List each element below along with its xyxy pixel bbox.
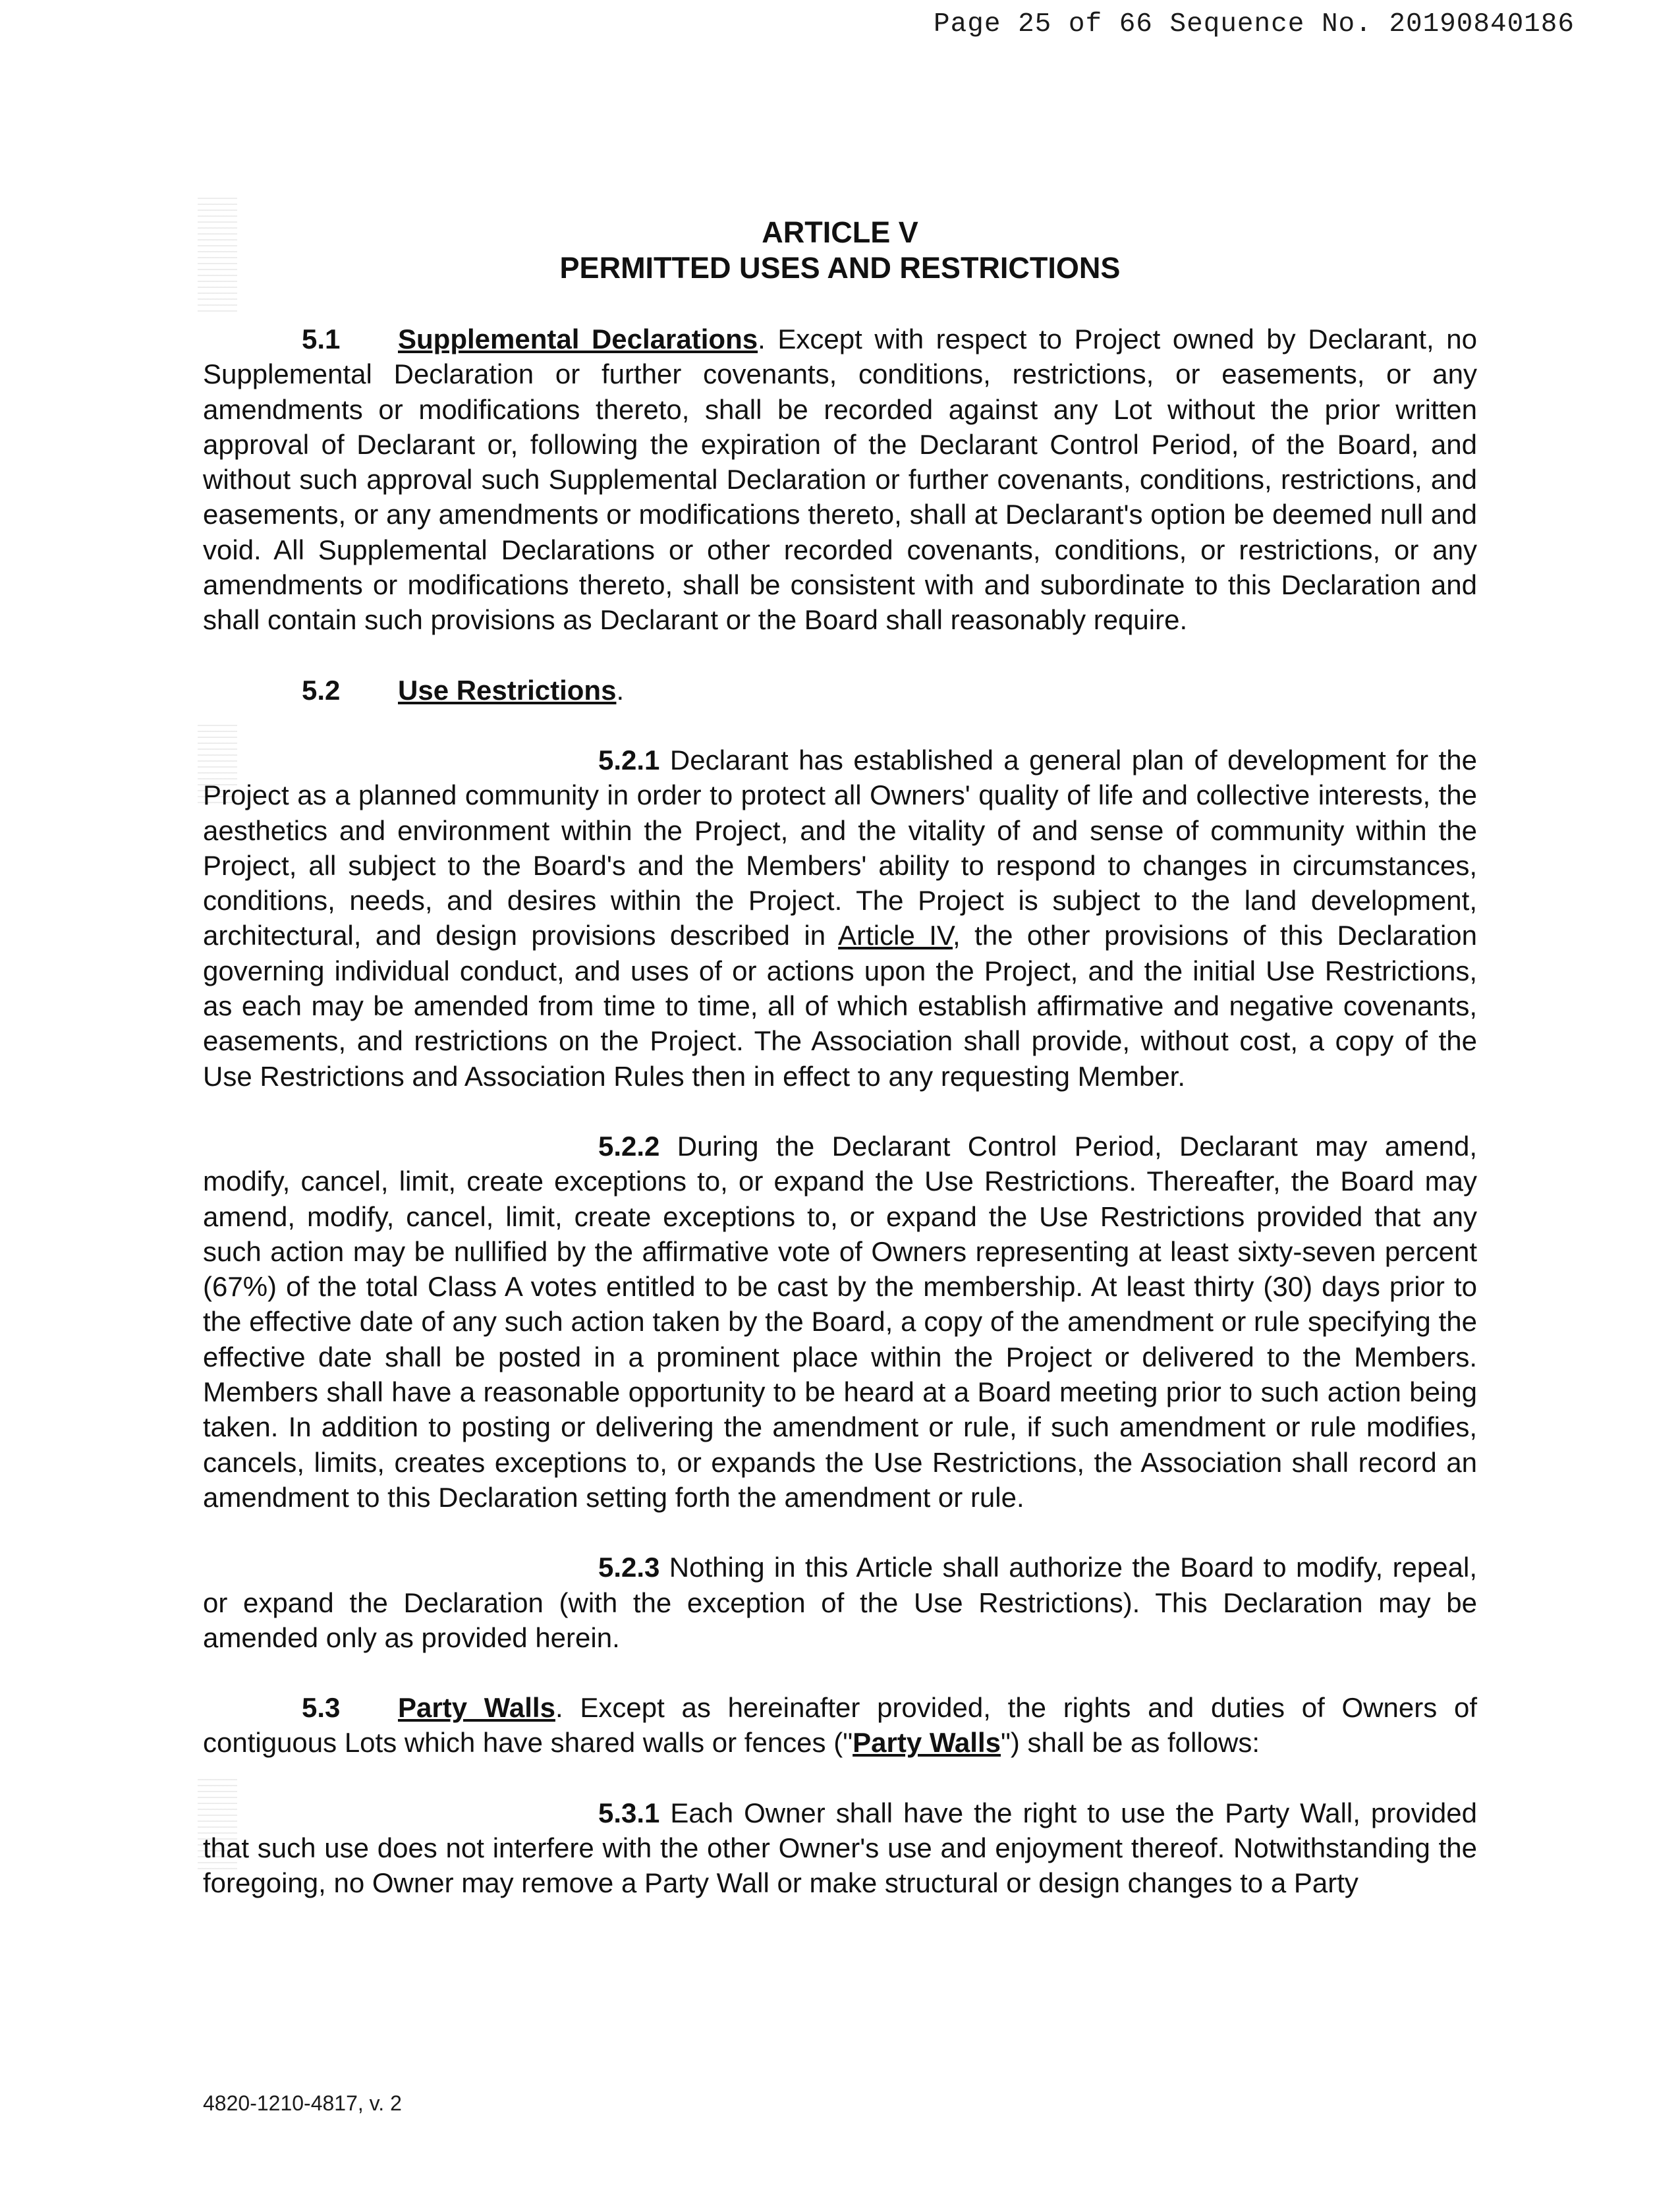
section-5-3 (203, 1690, 1477, 1761)
section-5-1 (203, 322, 1477, 638)
section-text: . Except as hereinafter provided, the rights and duties of Owners of contiguous Lots which have shared walls or fences (" (203, 1692, 1477, 1759)
section-number: 5.2 (302, 674, 341, 706)
article-title-block (0, 215, 1680, 286)
subsection-text: During the Declarant Control Period, Declarant may amend, modify, cancel, limit, create exceptions to, or expand the Use Restrictions. Thereafter, the Board may amend, modify, cancel, limit, create exceptions to, or expand the Use Restrictions provided that any such action may be nullified by the affirmative vote of Owners representing at least sixty-seven percent (67%) of the total Class A votes entitled to be cast by the membership. At least thirty (30) days prior to the effective date of any such action taken by the Board, a copy of the amendment or rule specifying the effective date shall be posted in a prominent place within the Project or delivered to the Members. Members shall have a reasonable opportunity to be heard at a Board meeting prior to such action being taken. In addition to posting or delivering the amendment or rule, if such amendment or rule modifies, cancels, limits, creates exceptions to, or expands the Use Restrictions, the Association shall record an amendment to this Declaration setting forth the amendment or rule. (203, 1130, 1477, 1513)
subsection-text-continued: , the other provisions of this Declaration governing individual conduct, and uses of or actions upon the Project, and the initial Use Restrictions, as each may be amended from time to time, all of which establish affirmative and negative covenants, easements, and restrictions on the Project. The Association shall provide, without cost, a copy of the Use Restrictions and Association Rules then in effect to any requesting Member. (203, 920, 1478, 1092)
section-5-2 (203, 673, 1477, 708)
subsection-number: 5.3.1 (598, 1797, 660, 1828)
subsection-text: Nothing in this Article shall authorize the Board to modify, repeal, or expand the Declaration (with the exception of the Use Restrictions). This Declaration may be amended only as provided herein. (203, 1552, 1477, 1653)
section-text: . Except with respect to Project owned by Declarant, no Supplemental Declaration or further covenants, conditions, restrictions, or easements, or any amendments or modifications thereto, shall be recorded against any Lot without the prior written approval of Declarant or, following the expiration of the Declarant Control Period, of the Board, and without such approval such Supplemental Declaration or further covenants, conditions, restrictions, and easements, or any amendments or modifications thereto, shall at Declarant's option be deemed null and void. All Supplemental Declarations or other recorded covenants, conditions, or restrictions, or any amendments or modifications thereto, shall be consistent with and subordinate to this Declaration and shall contain such provisions as Declarant or the Board shall reasonably require. (203, 324, 1478, 636)
section-5-2-1 (203, 743, 1477, 1094)
subsection-number: 5.2.3 (598, 1552, 660, 1583)
subsection-number: 5.2.2 (598, 1130, 660, 1162)
subsection-text: Each Owner shall have the right to use the Party Wall, provided that such use does not interfere with the other Owner's use and enjoyment thereof. Notwithstanding the foregoing, no Owner may remove a Party Wall or make structural or design changes to a Party (203, 1797, 1477, 1899)
section-5-2-3 (203, 1550, 1477, 1655)
subsection-number: 5.2.1 (598, 744, 660, 776)
section-heading: Supplemental Declarations (398, 324, 758, 354)
document-body (203, 322, 1477, 1936)
section-5-3-1 (203, 1795, 1477, 1901)
defined-term: Party Walls (853, 1727, 1001, 1759)
article-title: PERMITTED USES AND RESTRICTIONS (559, 251, 1121, 285)
article-iv-reference: Article IV (838, 920, 953, 951)
section-heading: Use Restrictions (398, 674, 617, 706)
section-heading-trail: . (616, 674, 625, 706)
subsection-text: Declarant has established a general plan of development for the Project as a planned community in order to protect all Owners' quality of life and collective interests, the aesthetics and environment within the Project, and the vitality of and sense of community within the Project, all subject to the Board's and the Members' ability to respond to changes in circumstances, conditions, needs, and desires within the Project. The Project is subject to the land development, architectural, and design provisions described in (203, 744, 1477, 951)
page-sequence-header: Page 25 of 66 Sequence No. 20190840186 (934, 9, 1575, 40)
document-id-footer: 4820-1210-4817, v. 2 (203, 2091, 402, 2115)
section-heading: Party Walls (398, 1692, 555, 1724)
section-5-2-2 (203, 1129, 1477, 1515)
section-number: 5.3 (302, 1692, 341, 1724)
section-number: 5.1 (302, 324, 341, 354)
article-number: ARTICLE V (762, 215, 918, 249)
section-text-continued: ") shall be as follows: (1000, 1727, 1260, 1759)
